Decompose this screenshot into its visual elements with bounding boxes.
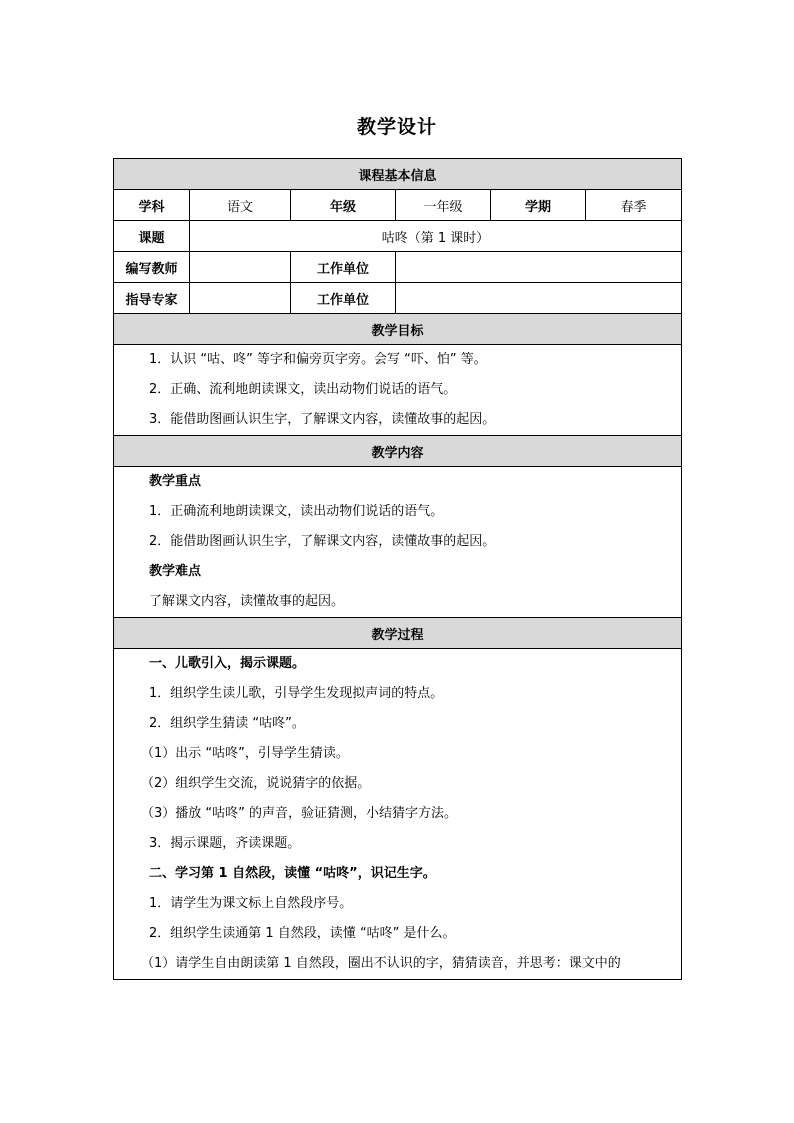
process-line: 2．组织学生读通第 1 自然段，读懂 “咕咚” 是什么。 — [149, 926, 456, 941]
objectives-section — [114, 345, 682, 436]
document-title: 教学设计 — [356, 116, 437, 138]
term-label: 学期 — [491, 190, 586, 221]
difficulty-text: 了解课文内容，读懂故事的起因。 — [149, 594, 345, 609]
teacher-value — [190, 252, 291, 283]
process-step-heading: 二、学习第 1 自然段，读懂 “咕咚”，识记生字。 — [149, 866, 436, 881]
process-section — [114, 649, 682, 980]
objectives-header: 教学目标 — [114, 314, 682, 345]
expert-label: 指导专家 — [114, 283, 190, 314]
difficulty-label: 教学难点 — [149, 564, 202, 579]
process-line: （3）播放 “咕咚” 的声音，验证猜测，小结猜字方法。 — [141, 806, 458, 821]
objective-item: 2．正确、流利地朗读课文，读出动物们说话的语气。 — [149, 382, 457, 397]
process-step-heading: 一、儿歌引入，揭示课题。 — [149, 656, 306, 671]
subject-value: 语文 — [190, 190, 291, 221]
grade-label: 年级 — [291, 190, 396, 221]
lesson-plan-table — [113, 158, 682, 980]
process-line: （2）组织学生交流，说说猜字的依据。 — [141, 776, 371, 791]
topic-value: 咕咚（第 1 课时） — [190, 221, 682, 252]
topic-label: 课题 — [114, 221, 190, 252]
process-line: 3．揭示课题，齐读课题。 — [149, 836, 301, 851]
content-section — [114, 467, 682, 618]
process-line: 1．请学生为课文标上自然段序号。 — [149, 896, 353, 911]
process-header: 教学过程 — [114, 618, 682, 649]
subject-label: 学科 — [114, 190, 190, 221]
process-line: （1）请学生自由朗读第 1 自然段，圈出不认识的字，猜猜读音，并思考：课文中的 — [141, 956, 621, 971]
key-point-item: 2．能借助图画认识生字，了解课文内容，读懂故事的起因。 — [149, 534, 496, 549]
term-value: 春季 — [586, 190, 682, 221]
teacher-unit-label: 工作单位 — [291, 252, 396, 283]
key-point-item: 1．正确流利地朗读课文，读出动物们说话的语气。 — [149, 504, 444, 519]
expert-value — [190, 283, 291, 314]
teacher-label: 编写教师 — [114, 252, 190, 283]
content-header: 教学内容 — [114, 436, 682, 467]
objective-item: 3．能借助图画认识生字，了解课文内容，读懂故事的起因。 — [149, 412, 496, 427]
basic-info-header: 课程基本信息 — [114, 159, 682, 190]
teacher-unit-value — [396, 252, 682, 283]
grade-value: 一年级 — [396, 190, 491, 221]
objective-item: 1．认识 “咕、咚” 等字和偏旁页字旁。会写 “吓、怕” 等。 — [149, 352, 487, 367]
process-line: 1．组织学生读儿歌，引导学生发现拟声词的特点。 — [149, 686, 444, 701]
process-line: 2．组织学生猜读 “咕咚”。 — [149, 716, 305, 731]
expert-unit-value — [396, 283, 682, 314]
key-points-label: 教学重点 — [149, 474, 202, 489]
expert-unit-label: 工作单位 — [291, 283, 396, 314]
process-line: （1）出示 “咕咚”，引导学生猜读。 — [141, 746, 349, 761]
